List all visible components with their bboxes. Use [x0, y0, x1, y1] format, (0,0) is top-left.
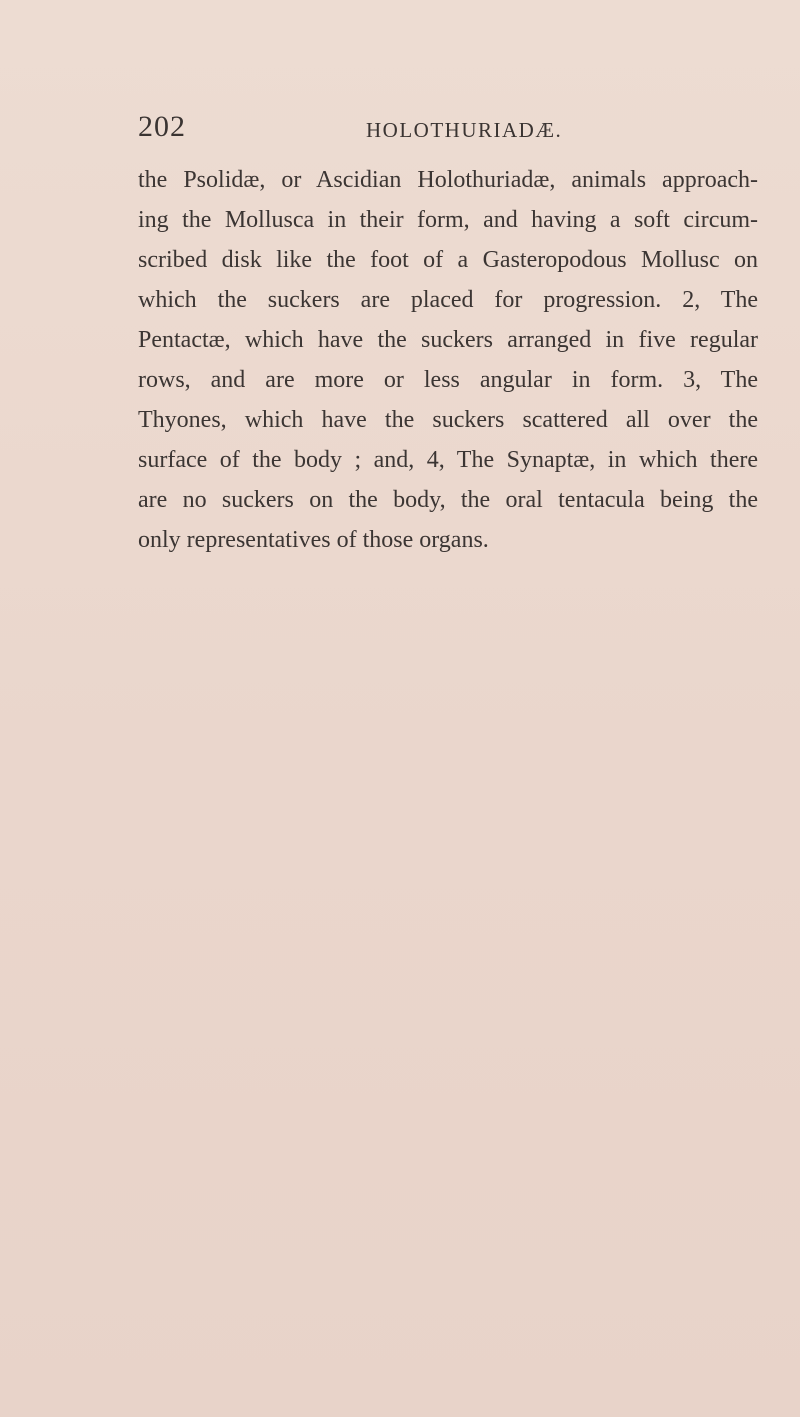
- text-line-4: which the suckers are placed for progression. 2, The: [138, 287, 758, 313]
- text-line-9: are no suckers on the body, the oral tentacula being the: [138, 487, 758, 513]
- text-line-5: Pentactæ, which have the suckers arranged in five regular: [138, 327, 758, 353]
- text-line-3: scribed disk like the foot of a Gasteropodous Mollusc on: [138, 247, 758, 273]
- page-header: [138, 110, 758, 150]
- text-line-7: Thyones, which have the suckers scattered all over the: [138, 407, 758, 433]
- text-line-1: the Psolidæ, or Ascidian Holothuriadæ, animals approach-: [138, 167, 758, 193]
- page-number: 202: [138, 110, 186, 143]
- running-head: HOLOTHURIADÆ.: [366, 118, 563, 142]
- text-line-2: ing the Mollusca in their form, and having a soft circum-: [138, 207, 758, 233]
- body-paragraph: [138, 160, 758, 560]
- text-line-10: only representatives of those organs.: [138, 527, 489, 553]
- text-line-8: surface of the body ; and, 4, The Synaptæ, in which there: [138, 447, 758, 473]
- text-line-6: rows, and are more or less angular in form. 3, The: [138, 367, 758, 393]
